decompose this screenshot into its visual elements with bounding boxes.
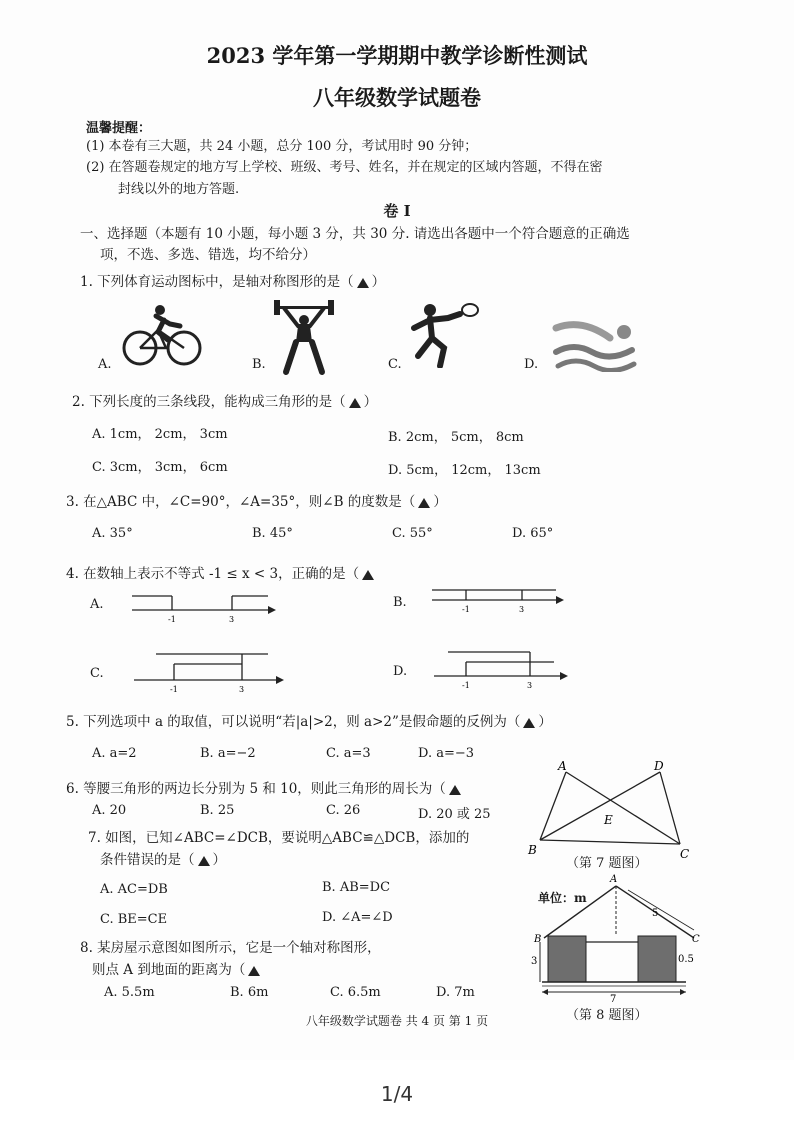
answer-triangle-icon — [248, 966, 260, 976]
q5-stem-close: ） — [538, 714, 552, 730]
part1-intro-line1: 一、选择题（本题有 10 小题，每小题 3 分，共 30 分. 请选出各题中一个符合题意的正确选 — [80, 226, 630, 242]
answer-triangle-icon — [349, 398, 361, 408]
notice-item-2b: 封线以外的地方答题. — [118, 182, 240, 197]
q1-stem — [80, 270, 385, 290]
q6-option-a: A. 20 — [92, 803, 127, 818]
point-label-c: C — [692, 934, 700, 945]
q4-number-line-b — [428, 584, 568, 620]
q1-stem-text: 1. 下列体育运动图标中，是轴对称图形的是（ — [80, 274, 354, 290]
q8-stem-line1: 8. 某房屋示意图如图所示，它是一个轴对称图形， — [80, 940, 381, 956]
q1-stem-close: ） — [371, 274, 386, 290]
page-subtitle: 八年级数学试题卷 — [313, 85, 481, 110]
q2-stem-text: 2. 下列长度的三条线段，能构成三角形的是（ — [72, 394, 346, 410]
q7-figure-caption: （第 7 题图） — [566, 856, 648, 871]
q5-option-b: B. a=−2 — [200, 746, 256, 761]
q5-option-a: A. a=2 — [92, 746, 137, 761]
page-title: 2023 学年第一学期期中教学诊断性测试 — [206, 43, 588, 68]
q7-option-d: D. ∠A=∠D — [322, 910, 393, 925]
q7-option-c: C. BE=CE — [100, 912, 168, 927]
q3-option-b: B. 45° — [252, 526, 293, 541]
part1-intro-line2: 项，不选、多选、错选，均不给分） — [100, 247, 316, 263]
page-indicator: 1/4 — [380, 1082, 414, 1106]
q3-stem-text: 3. 在△ABC 中，∠C=90°，∠A=35°，则∠B 的度数是（ — [66, 494, 416, 510]
q8-stem-line2 — [92, 958, 263, 978]
q3-option-a: A. 35° — [92, 526, 133, 541]
q4-option-d-label: D. — [393, 664, 408, 679]
q5-stem — [66, 710, 552, 730]
answer-triangle-icon — [449, 785, 461, 795]
q6-option-c: C. 26 — [326, 803, 361, 818]
tick-label-neg1: -1 — [462, 605, 470, 614]
length-label-0-5: 0.5 — [678, 954, 694, 965]
q4-number-line-a — [128, 590, 278, 626]
q7-figure — [520, 756, 700, 860]
tick-label-neg1: -1 — [168, 615, 176, 624]
q7-stem-text: 条件错误的是（ — [100, 852, 195, 868]
q4-number-line-d — [430, 646, 572, 694]
q2-option-c: C. 3cm， 3cm， 6cm — [92, 460, 228, 475]
point-label-a: A — [610, 874, 618, 885]
q6-stem-text: 6. 等腰三角形的两边长分别为 5 和 10，则此三角形的周长为（ — [66, 781, 446, 797]
q8-option-a: A. 5.5m — [104, 985, 155, 1000]
answer-triangle-icon — [418, 498, 430, 508]
swimmer-icon — [552, 314, 640, 372]
q4-option-c-label: C. — [90, 666, 104, 681]
length-label-7: 7 — [610, 994, 617, 1002]
q8-option-d: D. 7m — [436, 985, 475, 1000]
tick-label-neg1: -1 — [462, 681, 470, 690]
weightlifter-icon — [272, 298, 336, 376]
q6-option-b: B. 25 — [200, 803, 235, 818]
point-label-c: C — [680, 847, 690, 860]
tick-label-3: 3 — [519, 605, 525, 614]
point-label-b: B — [534, 934, 542, 945]
q8-figure-caption: （第 8 题图） — [566, 1008, 648, 1023]
q4-option-a-label: A. — [90, 597, 104, 612]
notice-heading: 温馨提醒： — [86, 121, 152, 136]
q4-number-line-c — [130, 648, 286, 696]
q4-option-b-label: B. — [393, 595, 407, 610]
q6-option-d: D. 20 或 25 — [418, 807, 491, 822]
q1-option-d-label: D. — [524, 357, 539, 372]
point-label-e: E — [604, 813, 613, 827]
q1-option-a-label: A. — [98, 357, 112, 372]
q2-stem — [72, 390, 377, 410]
q7-option-a: A. AC=DB — [100, 882, 168, 897]
q7-stem-close: ） — [212, 852, 226, 868]
q3-option-d: D. 65° — [512, 526, 554, 541]
q5-option-d: D. a=−3 — [418, 746, 475, 761]
q8-option-c: C. 6.5m — [330, 985, 381, 1000]
q3-option-c: C. 55° — [392, 526, 433, 541]
q3-stem-close: ） — [433, 494, 447, 510]
q6-stem — [66, 777, 464, 797]
q7-stem-line1: 7. 如图，已知∠ABC=∠DCB，要说明△ABC≌△DCB，添加的 — [88, 830, 470, 846]
q4-stem-text: 4. 在数轴上表示不等式 -1 ≤ x < 3，正确的是（ — [66, 566, 360, 582]
notice-item-2a: (2) 在答题卷规定的地方写上学校、班级、考号、姓名，并在规定的区域内答题，不得在密 — [86, 160, 603, 175]
q8-option-b: B. 6m — [230, 985, 269, 1000]
q2-option-b: B. 2cm， 5cm， 8cm — [388, 430, 524, 445]
section-title: 卷 I — [383, 202, 411, 220]
length-label-5: 5 — [652, 908, 659, 919]
q7-stem-line2 — [100, 848, 226, 868]
q7-option-b: B. AB=DC — [322, 880, 391, 895]
answer-triangle-icon — [523, 718, 535, 728]
q8-stem-text: 则点 A 到地面的距离为（ — [92, 962, 246, 978]
q2-option-d: D. 5cm， 12cm， 13cm — [388, 463, 541, 478]
answer-triangle-icon — [198, 856, 210, 866]
tick-label-neg1: -1 — [170, 685, 178, 694]
q8-house-figure — [528, 872, 708, 1002]
q4-stem — [66, 562, 377, 582]
q5-option-c: C. a=3 — [326, 746, 371, 761]
tick-label-3: 3 — [239, 685, 245, 694]
tick-label-3: 3 — [229, 615, 235, 624]
notice-item-1: (1) 本卷有三大题，共 24 小题，总分 100 分，考试用时 90 分钟； — [86, 139, 478, 154]
q8-unit-label: 单位：m — [538, 891, 587, 905]
cyclist-icon — [120, 300, 205, 368]
q2-option-a: A. 1cm， 2cm， 3cm — [92, 427, 228, 442]
page-footer: 八年级数学试题卷 共 4 页 第 1 页 — [305, 1014, 489, 1028]
tennis-player-icon — [408, 302, 484, 368]
q5-stem-text: 5. 下列选项中 a 的取值，可以说明“若|a|>2，则 a>2”是假命题的反例为（ — [66, 714, 521, 730]
length-label-3: 3 — [531, 956, 538, 967]
point-label-d: D — [654, 759, 664, 773]
q1-option-b-label: B. — [252, 357, 266, 372]
point-label-a: A — [558, 759, 567, 773]
tick-label-3: 3 — [527, 681, 533, 690]
point-label-b: B — [528, 843, 537, 857]
answer-triangle-icon — [357, 278, 369, 288]
q3-stem — [66, 490, 447, 510]
answer-triangle-icon — [362, 570, 374, 580]
q1-option-c-label: C. — [388, 357, 402, 372]
q2-stem-close: ） — [363, 394, 378, 410]
